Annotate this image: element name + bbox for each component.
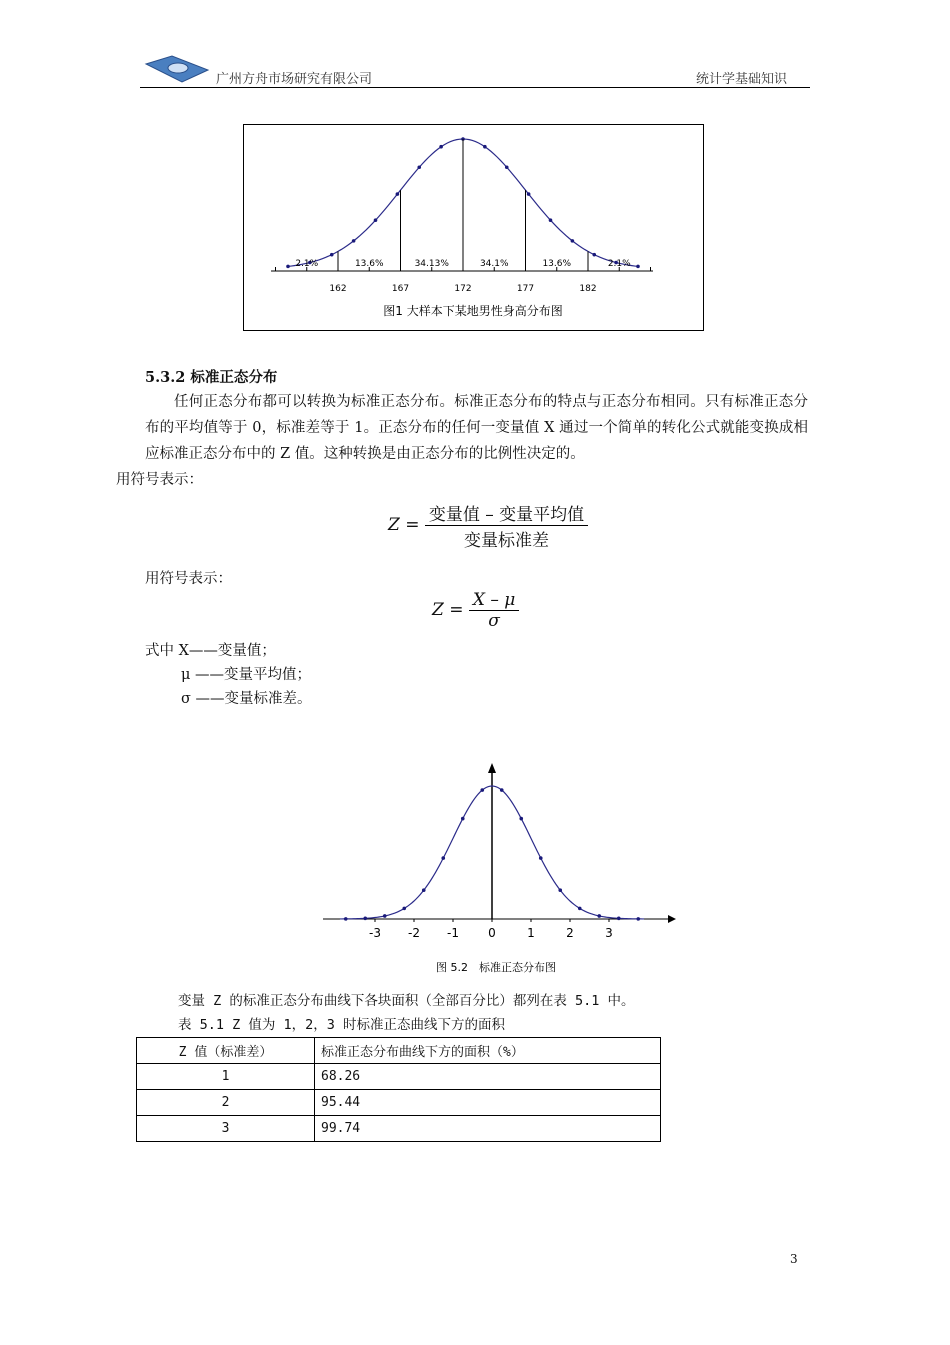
chart-standard-normal [300,755,700,980]
table-header-row [137,1038,661,1064]
data-point [519,817,523,821]
data-point [636,265,640,269]
page-number: 3 [790,1252,798,1266]
x-axis-arrow-icon [668,915,676,923]
data-point [558,888,562,892]
x-tick-label: -3 [369,926,381,940]
data-point [483,145,487,149]
data-point [500,788,504,792]
data-point [422,888,426,892]
data-point [383,914,387,918]
table-row [137,1090,661,1116]
data-point [363,917,367,921]
cell-z: 1 [137,1064,315,1090]
x-tick-label: 2 [566,926,574,940]
x-tick-label: 3 [605,926,613,940]
x-tick-label: 1 [527,926,535,940]
where-mu: μ ——变量平均值； [181,667,312,683]
y-axis-arrow-icon [488,763,496,773]
segment-label: 13.6% [542,259,572,269]
x-tick-label: -1 [447,926,459,940]
table-row [137,1116,661,1142]
section-paragraph: 任何正态分布都可以转换为标准正态分布。标准正态分布的特点与正态分布相同。只有标准正态分布的平均值等于 0，标准差等于 1。正态分布的任何一变量值 X 通过一个简单的转化公式就能变换成相应标准正态分布中的 Z 值。这种转换是由正态分布的比例性决定的。 用符号表示： [116,394,808,488]
cell-z: 3 [137,1116,315,1142]
segment-label: 13.6% [354,259,384,269]
where-x: 式中 X——变量值； [145,643,276,659]
segment-label: 34.1% [479,259,509,269]
area-table [136,1037,661,1142]
data-point [344,917,348,921]
x-tick-label: 162 [329,284,347,294]
data-point [539,856,543,860]
cell-area: 95.44 [315,1090,661,1116]
data-point [330,253,334,257]
segment-label: 2.1% [295,259,319,269]
data-point [286,265,290,269]
data-point [374,218,378,222]
x-tick-label: 177 [516,284,535,294]
x-tick-label: 182 [579,284,597,294]
data-point [636,917,640,921]
company-logo [142,52,214,84]
section-heading: 5.3.2 标准正态分布 [145,369,278,386]
header-title: 统计学基础知识 [696,72,788,87]
cell-z: 2 [137,1090,315,1116]
data-point [441,856,445,860]
symbol-label: 用符号表示： [145,571,232,587]
table-intro: 变量 Z 的标准正态分布曲线下各块面积（全部百分比）都列在表 5.1 中。 [178,993,635,1009]
data-point [527,192,531,196]
segment-label: 2.1% [607,259,631,269]
data-point [617,917,621,921]
data-point [592,253,596,257]
formula-symbols: Z = $\frac{X - \mu}{\sigma}$ [432,590,519,631]
cell-area: 68.26 [315,1064,661,1090]
data-point [505,165,509,169]
data-point [402,907,406,911]
data-point [417,165,421,169]
data-point [396,192,400,196]
where-sigma: σ ——变量标准差。 [181,691,312,707]
data-point [549,218,553,222]
data-point [461,817,465,821]
x-tick-label: 167 [391,284,410,294]
cell-area: 99.74 [315,1116,661,1142]
header-cell: 标准正态分布曲线下方的面积（%） [315,1038,661,1064]
data-point [578,907,582,911]
x-tick-label: 172 [454,284,472,294]
data-point [480,788,484,792]
x-tick-label: -2 [408,926,420,940]
segment-label: 34.13% [414,259,449,269]
data-point [597,914,601,918]
chart-title: 图 5.2 标准正态分布图 [436,961,556,974]
data-point [571,239,575,243]
table-row [137,1064,661,1090]
data-point [439,145,443,149]
x-tick-label: 0 [488,926,496,940]
header-cell: Z 值（标准差） [137,1038,315,1064]
header-rule [140,87,810,88]
header-company: 广州方舟市场研究有限公司 [216,72,373,87]
formula-words: Z = $\frac{\text{变量值 – 变量平均值}}{\text{变量标准差}}$ [388,500,588,551]
chart-title: 图1 大样本下某地男性身高分布图 [383,304,563,318]
figure-1 [243,124,704,331]
table-caption: 表 5.1 Z 值为 1，2，3 时标准正态曲线下方的面积 [178,1017,506,1033]
chart-height-distribution [244,125,703,330]
data-point [352,239,356,243]
